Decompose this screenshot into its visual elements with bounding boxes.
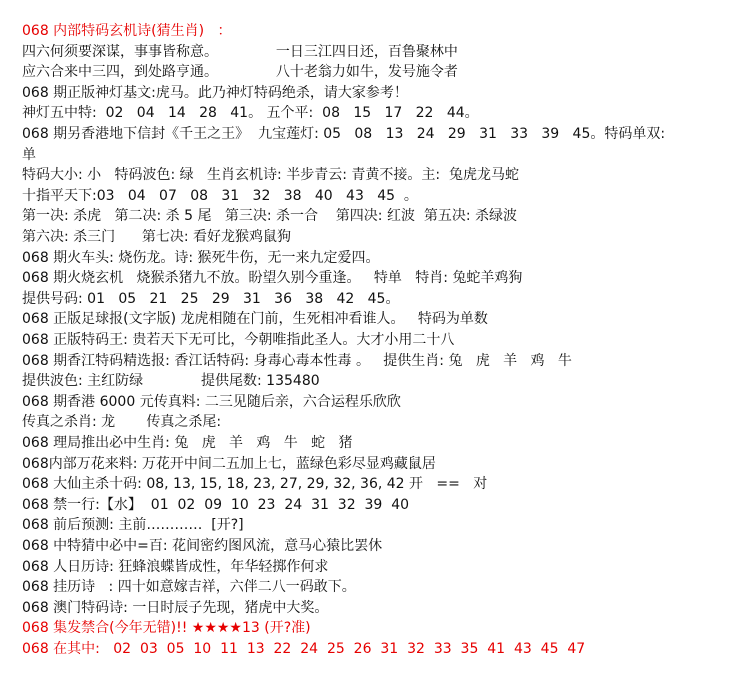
text-line: 068 正版特码王: 贵若天下无可比，今朝唯指此圣人。大才小用二十八 (22, 332, 455, 348)
text-line: 068 期火烧玄机 烧猴杀猪九不放。盼望久别今重逢。 特单 特肖: 兔蛇羊鸡狗 (22, 270, 523, 287)
text-line: 068 理局推出必中生肖: 兔 虎 羊 鸡 牛 蛇 猪 (22, 435, 353, 451)
text-line: 068 挂历诗 : 四十如意嫁吉祥，六伴二八一码敢下。 (22, 579, 356, 596)
text-line: 十指平天下:03 04 07 08 31 32 38 40 43 45 。 (22, 187, 418, 204)
text-line: 单 (22, 146, 36, 163)
text-line: 068 澳门特码诗: 一日时辰子先现，猪虎中大奖。 (22, 599, 329, 616)
text-line: 第六决: 杀三门 第七决: 看好龙猴鸡鼠狗 (22, 229, 292, 245)
text-line: 068 人日历诗: 狂蜂浪蝶皆成性，年华轻掷作何求 (22, 558, 329, 575)
text-line: 第一决: 杀虎 第二决: 杀 5 尾 第三决: 杀一合 第四决: 红波 第五决: 杀绿波 (22, 208, 518, 225)
text-line: 068 期香港 6000 元传真料: 二三见随后亲，六合运程乐欣欣 (22, 393, 401, 410)
text-line: 四六何须要深谋，事事皆称意。 一日三江四日还，百鲁聚林中 (22, 43, 458, 60)
text-line: 068 集发禁合(今年无错)!! ★★★★13 (开?准) (22, 620, 311, 637)
text-line: 应六合来中三四，到处路亨通。 八十老翁力如牛，发号施令者 (22, 64, 458, 81)
text-line: 068 禁一行:【水】 01 02 09 10 23 24 31 32 39 40 (22, 496, 410, 513)
text-line: 提供号码: 01 05 21 25 29 31 36 38 42 45。 (22, 290, 400, 307)
text-line: 068 内部特码玄机诗(猜生肖) ： (22, 23, 232, 39)
text-line: 068 前后预测: 主前………… [开?] (22, 517, 244, 534)
text-line: 068 期正版神灯基文:虎马。此乃神灯特码绝杀，请大家参考！ (22, 84, 408, 101)
text-line: 提供波色: 主红防绿 提供尾数: 135480 (22, 373, 320, 390)
text-line: 传真之杀肖: 龙 传真之杀尾: (22, 414, 222, 431)
text-line: 神灯五中特: 02 04 14 28 41。 五个平: 08 15 17 22 44。 (22, 105, 479, 122)
text-line: 068 在其中: 02 03 05 10 11 13 22 24 25 26 31 32 33 35 41 43 45 47 (22, 641, 586, 657)
text-line: 068内部万花来料: 万花开中间二五加上七，蓝绿色彩尽显鸡藏鼠居 (22, 455, 436, 472)
text-line: 068 中特猜中必中=百: 花间密约图风流，意马心猿比罢休 (22, 538, 383, 554)
text-line: 068 期香江特码精选报: 香江话特码: 身毒心毒本性毒 。 提供生肖: 兔 虎 羊 鸡 牛 (22, 352, 572, 369)
text-line: 068 正版足球报(文字版) 龙虎相随在门前，生死相冲看谁人。 特码为单数 (22, 311, 488, 328)
text-line: 068 期另香港地下信封《千王之王》 九宝莲灯: 05 08 13 24 29 31 33 39 45。特码单双: (22, 126, 666, 142)
text-line: 068 大仙主杀十码: 08, 13, 15, 18, 23, 27, 29, 32, 36, 42 开 == 对 (22, 476, 488, 493)
text-line: 特码大小: 小 特码波色: 绿 生肖玄机诗: 半步青云: 青黄不接。主: 兔虎龙马蛇 (22, 167, 519, 184)
text-line: 068 期火车头: 烧伤龙。诗: 猴死牛伤，无一来九定爱四。 (22, 249, 380, 266)
